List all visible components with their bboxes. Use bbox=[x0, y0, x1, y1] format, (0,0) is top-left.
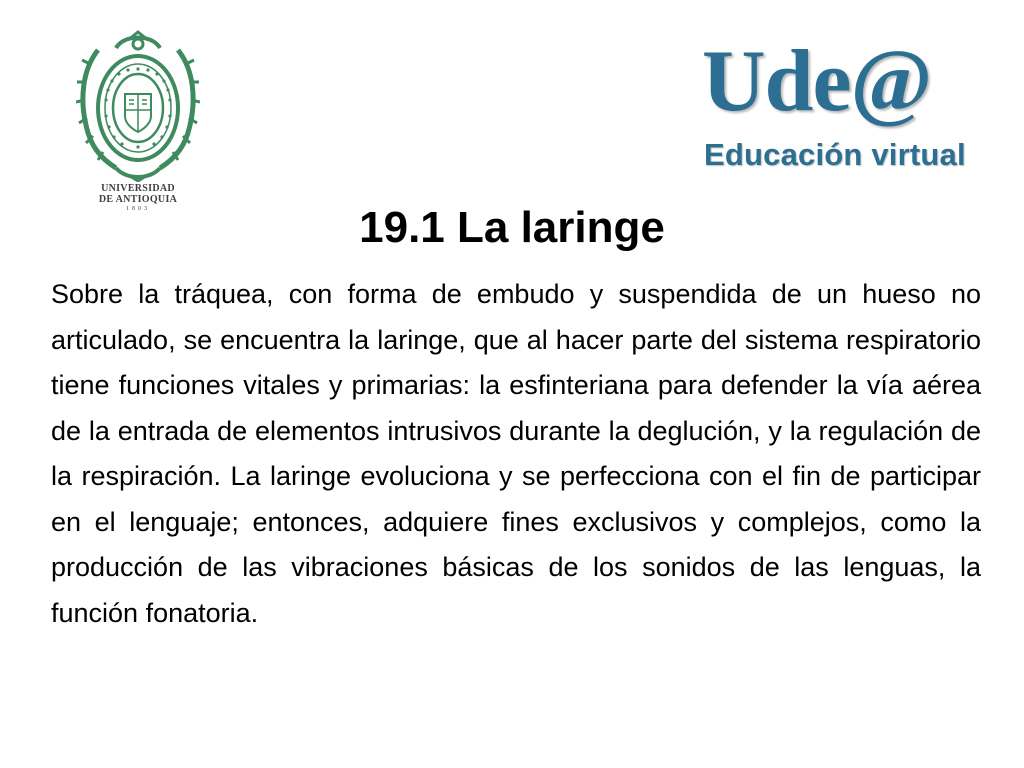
slide-title: 19.1 La laringe bbox=[359, 203, 665, 252]
slide-body-text: Sobre la tráquea, con forma de embudo y suspendida de un hueso no articulado, se encuentra la laringe, que al hacer parte del sistema respiratorio tiene funciones vitales y primarias: la esfinteriana para defender la vía aérea de la entrada de elementos intrusivos durante la deglución, y la regulación de la respiración. La laringe evoluciona y se perfecciona con el fin de participar en el lenguaje; entonces, adquiere fines exclusivos y complejos, como la producción de las vibraciones básicas de los sonidos de las lenguas, la función fonatoria. bbox=[51, 279, 981, 628]
university-founding-year: 1803 bbox=[126, 206, 150, 212]
udea-wordmark: Ude@ bbox=[702, 33, 932, 130]
udea-tagline: Educación virtual bbox=[704, 137, 966, 172]
university-name-line-1: UNIVERSIDAD bbox=[101, 183, 175, 194]
university-name-line-2: DE ANTIOQUIA bbox=[98, 194, 178, 205]
udea-logo bbox=[700, 33, 966, 188]
university-seal-icon bbox=[76, 30, 200, 182]
university-logo bbox=[76, 30, 200, 212]
